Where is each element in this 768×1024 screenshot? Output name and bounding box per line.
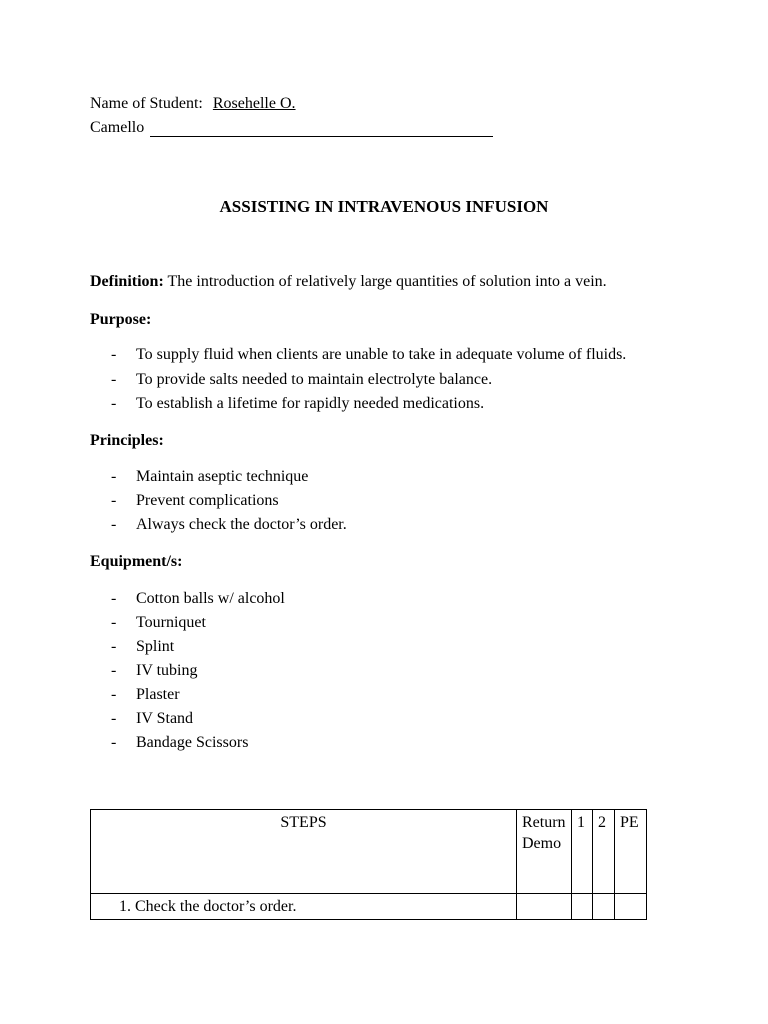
header-score-2: 2 <box>593 810 615 894</box>
page-title: ASSISTING IN INTRAVENOUS INFUSION <box>219 197 549 216</box>
bullet-dash: - <box>111 734 117 751</box>
purpose-item: To provide salts needed to maintain electrolyte balance. <box>136 371 493 388</box>
student-name-first: Rosehelle O. <box>212 95 296 112</box>
definition-text: The introduction of relatively large quantities of solution into a vein. <box>167 273 607 290</box>
return-demo-cell[interactable] <box>517 894 572 920</box>
equipment-item: IV tubing <box>136 662 198 679</box>
score-2-cell[interactable] <box>593 894 615 920</box>
equipment-item: Tourniquet <box>136 614 206 631</box>
principle-item: Prevent complications <box>136 492 279 509</box>
equipment-item: IV Stand <box>136 710 194 727</box>
header-steps: STEPS <box>91 810 517 894</box>
bullet-dash: - <box>111 346 117 363</box>
student-name-last: Camello <box>90 119 145 136</box>
table-row <box>91 894 647 920</box>
bullet-dash: - <box>111 371 117 388</box>
equipment-heading: Equipment/s: <box>90 553 183 570</box>
purpose-item: To supply fluid when clients are unable to take in adequate volume of fluids. <box>136 346 627 363</box>
student-name-label: Name of Student: <box>90 95 203 112</box>
equipment-item: Plaster <box>136 686 180 703</box>
score-1-cell[interactable] <box>572 894 593 920</box>
equipment-item: Cotton balls w/ alcohol <box>136 590 285 607</box>
bullet-dash: - <box>111 516 117 533</box>
bullet-dash: - <box>111 686 117 703</box>
principles-heading: Principles: <box>90 432 164 449</box>
step-cell: 1. Check the doctor’s order. <box>91 894 517 920</box>
definition-line <box>90 273 607 291</box>
equipment-item: Splint <box>136 638 175 655</box>
bullet-dash: - <box>111 468 117 485</box>
principle-item: Always check the doctor’s order. <box>136 516 347 533</box>
bullet-dash: - <box>111 638 117 655</box>
name-underline <box>150 136 493 137</box>
table-header-row <box>91 810 647 894</box>
purpose-heading: Purpose: <box>90 311 152 328</box>
bullet-dash: - <box>111 492 117 509</box>
bullet-dash: - <box>111 662 117 679</box>
header-return-demo: Return Demo <box>517 810 572 894</box>
purpose-item: To establish a lifetime for rapidly needed medications. <box>136 395 485 412</box>
bullet-dash: - <box>111 710 117 727</box>
principle-item: Maintain aseptic technique <box>136 468 309 485</box>
bullet-dash: - <box>111 590 117 607</box>
header-score-1: 1 <box>572 810 593 894</box>
pe-cell[interactable] <box>615 894 647 920</box>
steps-table <box>90 809 647 920</box>
bullet-dash: - <box>111 614 117 631</box>
header-pe: PE <box>615 810 647 894</box>
student-name-line <box>90 95 296 113</box>
definition-label: Definition: <box>90 273 164 290</box>
bullet-dash: - <box>111 395 117 412</box>
equipment-item: Bandage Scissors <box>136 734 249 751</box>
